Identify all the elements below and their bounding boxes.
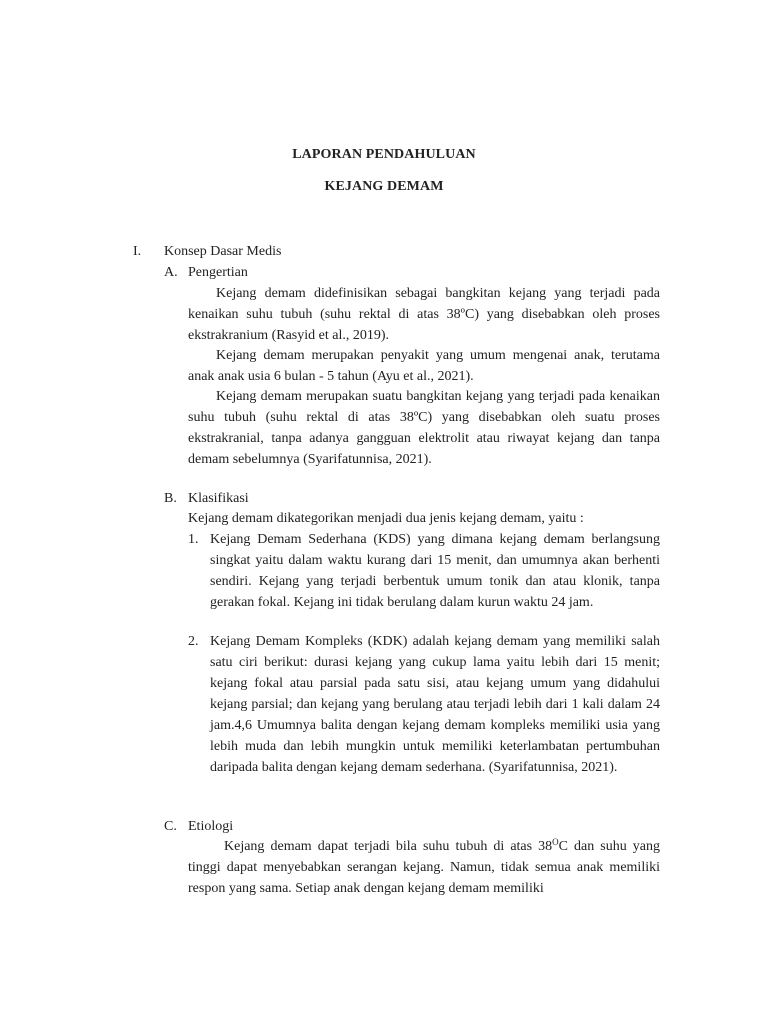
list-item: Kejang Demam Kompleks (KDK) adalah kejang demam yang memiliki salah satu ciri berikut: durasi kejang yang cukup lama yaitu lebih dari 15 menit; kejang fokal atau parsial pada satu sisi, atau kejang umum yang didahului kejang parsial; dan kejang yang berulang atau terjadi lebih dari 1 kali dalam 24 jam.4,6 Umumnya balita dengan kejang demam kompleks memiliki usia yang lebih muda dan lebih mungkin untuk memiliki keterlambatan pertumbuhan daripada balita dengan kejang demam sederhana. (Syarifatunnisa, 2021). xyxy=(210,634,660,775)
section-heading: Konsep Dasar Medis xyxy=(164,244,282,259)
subsection-c-letter: C. xyxy=(164,819,177,834)
document-subtitle: KEJANG DEMAM xyxy=(324,179,444,194)
list-item: Kejang Demam Sederhana (KDS) yang dimana kejang demam berlangsung singkat yaitu dalam waktu kurang dari 15 menit, dan umumnya akan berhenti sendiri. Kejang yang terjadi berbentuk umum tonik dan atau klonik, tanpa gerakan fokal. Kejang ini tidak berulang dalam kurun waktu 24 jam. xyxy=(210,532,660,610)
section-numeral: I. xyxy=(133,244,142,259)
paragraph-etiology xyxy=(188,836,660,899)
subsection-b-letter: B. xyxy=(164,491,177,506)
classification-intro: Kejang demam dikategorikan menjadi dua jenis kejang demam, yaitu : xyxy=(188,511,584,526)
subsection-a-heading: Pengertian xyxy=(188,265,248,280)
etiology-text-part-1: Kejang demam dapat terjadi bila suhu tubuh di atas 38 xyxy=(224,839,553,854)
paragraph-definition-1: Kejang demam didefinisikan sebagai bangkitan kejang yang terjadi pada kenaikan suhu tubuh (suhu rektal di atas 38ºC) yang disebabkan oleh proses ekstrakranium (Rasyid et al., 2019). xyxy=(188,286,660,343)
paragraph-definition-2: Kejang demam merupakan penyakit yang umum mengenai anak, terutama anak anak usia 6 bulan - 5 tahun (Ayu et al., 2021). xyxy=(188,348,660,384)
document-title: LAPORAN PENDAHULUAN xyxy=(292,147,476,162)
subsection-b-heading: Klasifikasi xyxy=(188,491,249,506)
degree-superscript: O xyxy=(552,837,559,847)
list-item-number: 2. xyxy=(188,634,199,649)
subsection-a-letter: A. xyxy=(164,265,178,280)
paragraph-definition-3: Kejang demam merupakan suatu bangkitan kejang yang terjadi pada kenaikan suhu tubuh (suhu rektal di atas 38ºC) yang disebabkan oleh suatu proses ekstrakranial, tanpa adanya gangguan elektrolit atau riwayat kejang dan tanpa demam sebelumnya (Syarifatunnisa, 2021). xyxy=(188,389,660,467)
etiology-text-part-2: C dan suhu yang tinggi dapat menyebabkan serangan kejang. Namun, tidak semua anak memiliki respon yang sama. Setiap anak dengan kejang demam memiliki xyxy=(188,839,660,896)
list-item-number: 1. xyxy=(188,532,199,547)
subsection-c-heading: Etiologi xyxy=(188,819,234,834)
